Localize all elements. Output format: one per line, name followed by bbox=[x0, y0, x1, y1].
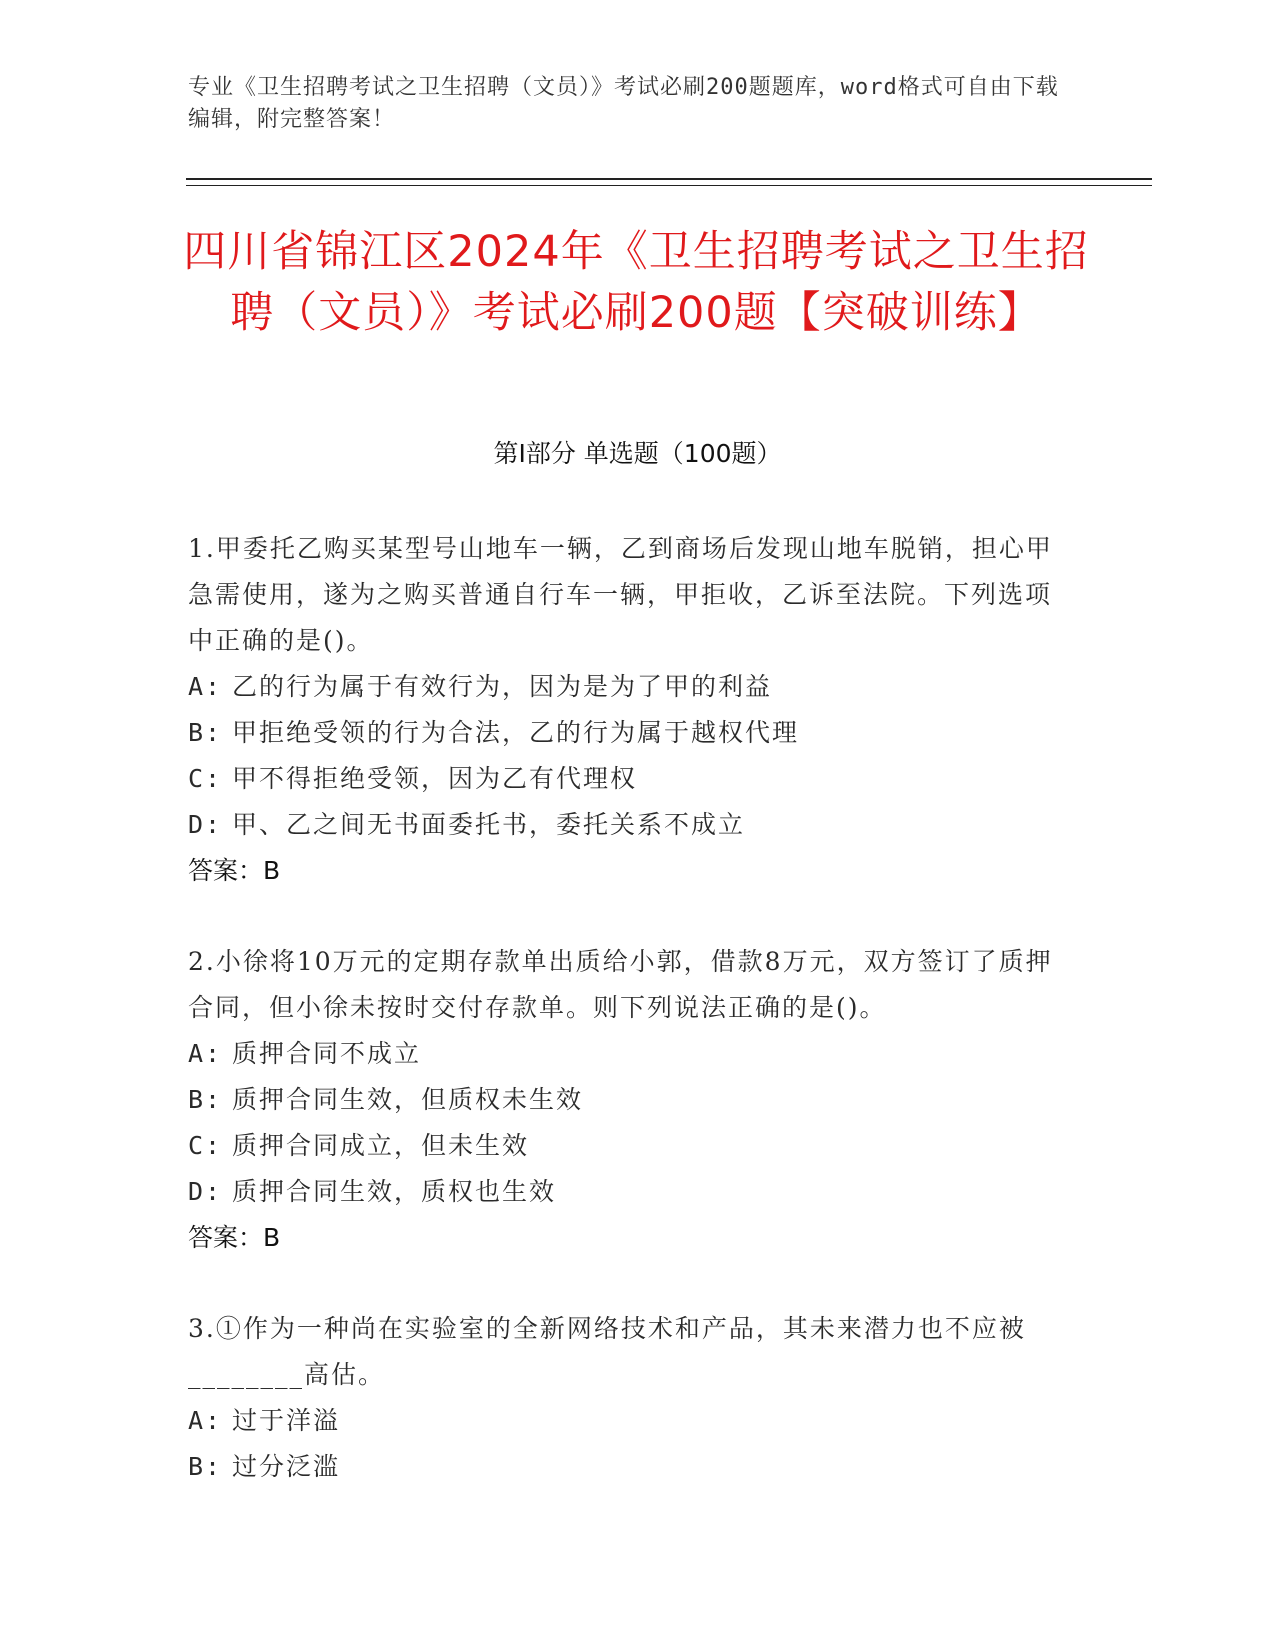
question-list bbox=[188, 526, 1068, 1535]
question-stem: 3.①作为一种尚在实验室的全新网络技术和产品，其未来潜力也不应被________高估。 bbox=[188, 1314, 1026, 1389]
option-text: 过分泛滥 bbox=[232, 1452, 341, 1481]
answer-line: 答案：B bbox=[188, 1223, 281, 1252]
option-text: 质押合同成立，但未生效 bbox=[232, 1131, 530, 1160]
option-text: 质押合同生效，质权也生效 bbox=[232, 1177, 557, 1206]
option-b bbox=[188, 710, 1068, 756]
option-letter: A: bbox=[188, 672, 223, 701]
option-a bbox=[188, 1031, 1068, 1077]
option-a bbox=[188, 664, 1068, 710]
option-letter: B: bbox=[188, 1085, 223, 1114]
option-letter: A: bbox=[188, 1406, 223, 1435]
option-b bbox=[188, 1444, 1068, 1490]
header-divider-thick bbox=[186, 178, 1152, 180]
document-title: 四川省锦江区2024年《卫生招聘考试之卫生招聘（文员）》考试必刷200题【突破训练】 bbox=[183, 227, 1089, 338]
option-c bbox=[188, 756, 1068, 802]
option-text: 甲、乙之间无书面委托书，委托关系不成立 bbox=[232, 810, 746, 839]
question-2 bbox=[188, 939, 1068, 1261]
option-letter: D: bbox=[188, 1177, 223, 1206]
option-d bbox=[188, 1169, 1068, 1215]
option-d bbox=[188, 802, 1068, 848]
question-stem: 1.甲委托乙购买某型号山地车一辆，乙到商场后发现山地车脱销，担心甲急需使用，遂为之购买普通自行车一辆，甲拒收，乙诉至法院。下列选项中正确的是()。 bbox=[188, 534, 1053, 655]
option-b bbox=[188, 1077, 1068, 1123]
question-1 bbox=[188, 526, 1068, 894]
option-text: 质押合同生效，但质权未生效 bbox=[232, 1085, 584, 1114]
option-text: 乙的行为属于有效行为，因为是为了甲的利益 bbox=[232, 672, 773, 701]
question-3 bbox=[188, 1306, 1068, 1490]
option-letter: A: bbox=[188, 1039, 223, 1068]
option-letter: C: bbox=[188, 764, 223, 793]
option-text: 过于洋溢 bbox=[232, 1406, 341, 1435]
option-text: 甲不得拒绝受领，因为乙有代理权 bbox=[232, 764, 638, 793]
option-letter: D: bbox=[188, 810, 223, 839]
option-letter: B: bbox=[188, 718, 223, 747]
option-c bbox=[188, 1123, 1068, 1169]
question-stem: 2.小徐将10万元的定期存款单出质给小郭，借款8万元，双方签订了质押合同，但小徐未按时交付存款单。则下列说法正确的是()。 bbox=[188, 947, 1053, 1022]
option-a bbox=[188, 1398, 1068, 1444]
option-text: 甲拒绝受领的行为合法，乙的行为属于越权代理 bbox=[232, 718, 800, 747]
section-heading: 第Ⅰ部分 单选题（100题） bbox=[493, 439, 782, 468]
option-letter: B: bbox=[188, 1452, 223, 1481]
header-divider-thin bbox=[186, 185, 1152, 186]
option-text: 质押合同不成立 bbox=[232, 1039, 422, 1068]
header-note: 专业《卫生招聘考试之卫生招聘（文员）》考试必刷200题题库，word格式可自由下载编辑，附完整答案！ bbox=[188, 75, 1059, 132]
option-letter: C: bbox=[188, 1131, 223, 1160]
answer-line: 答案：B bbox=[188, 856, 281, 885]
